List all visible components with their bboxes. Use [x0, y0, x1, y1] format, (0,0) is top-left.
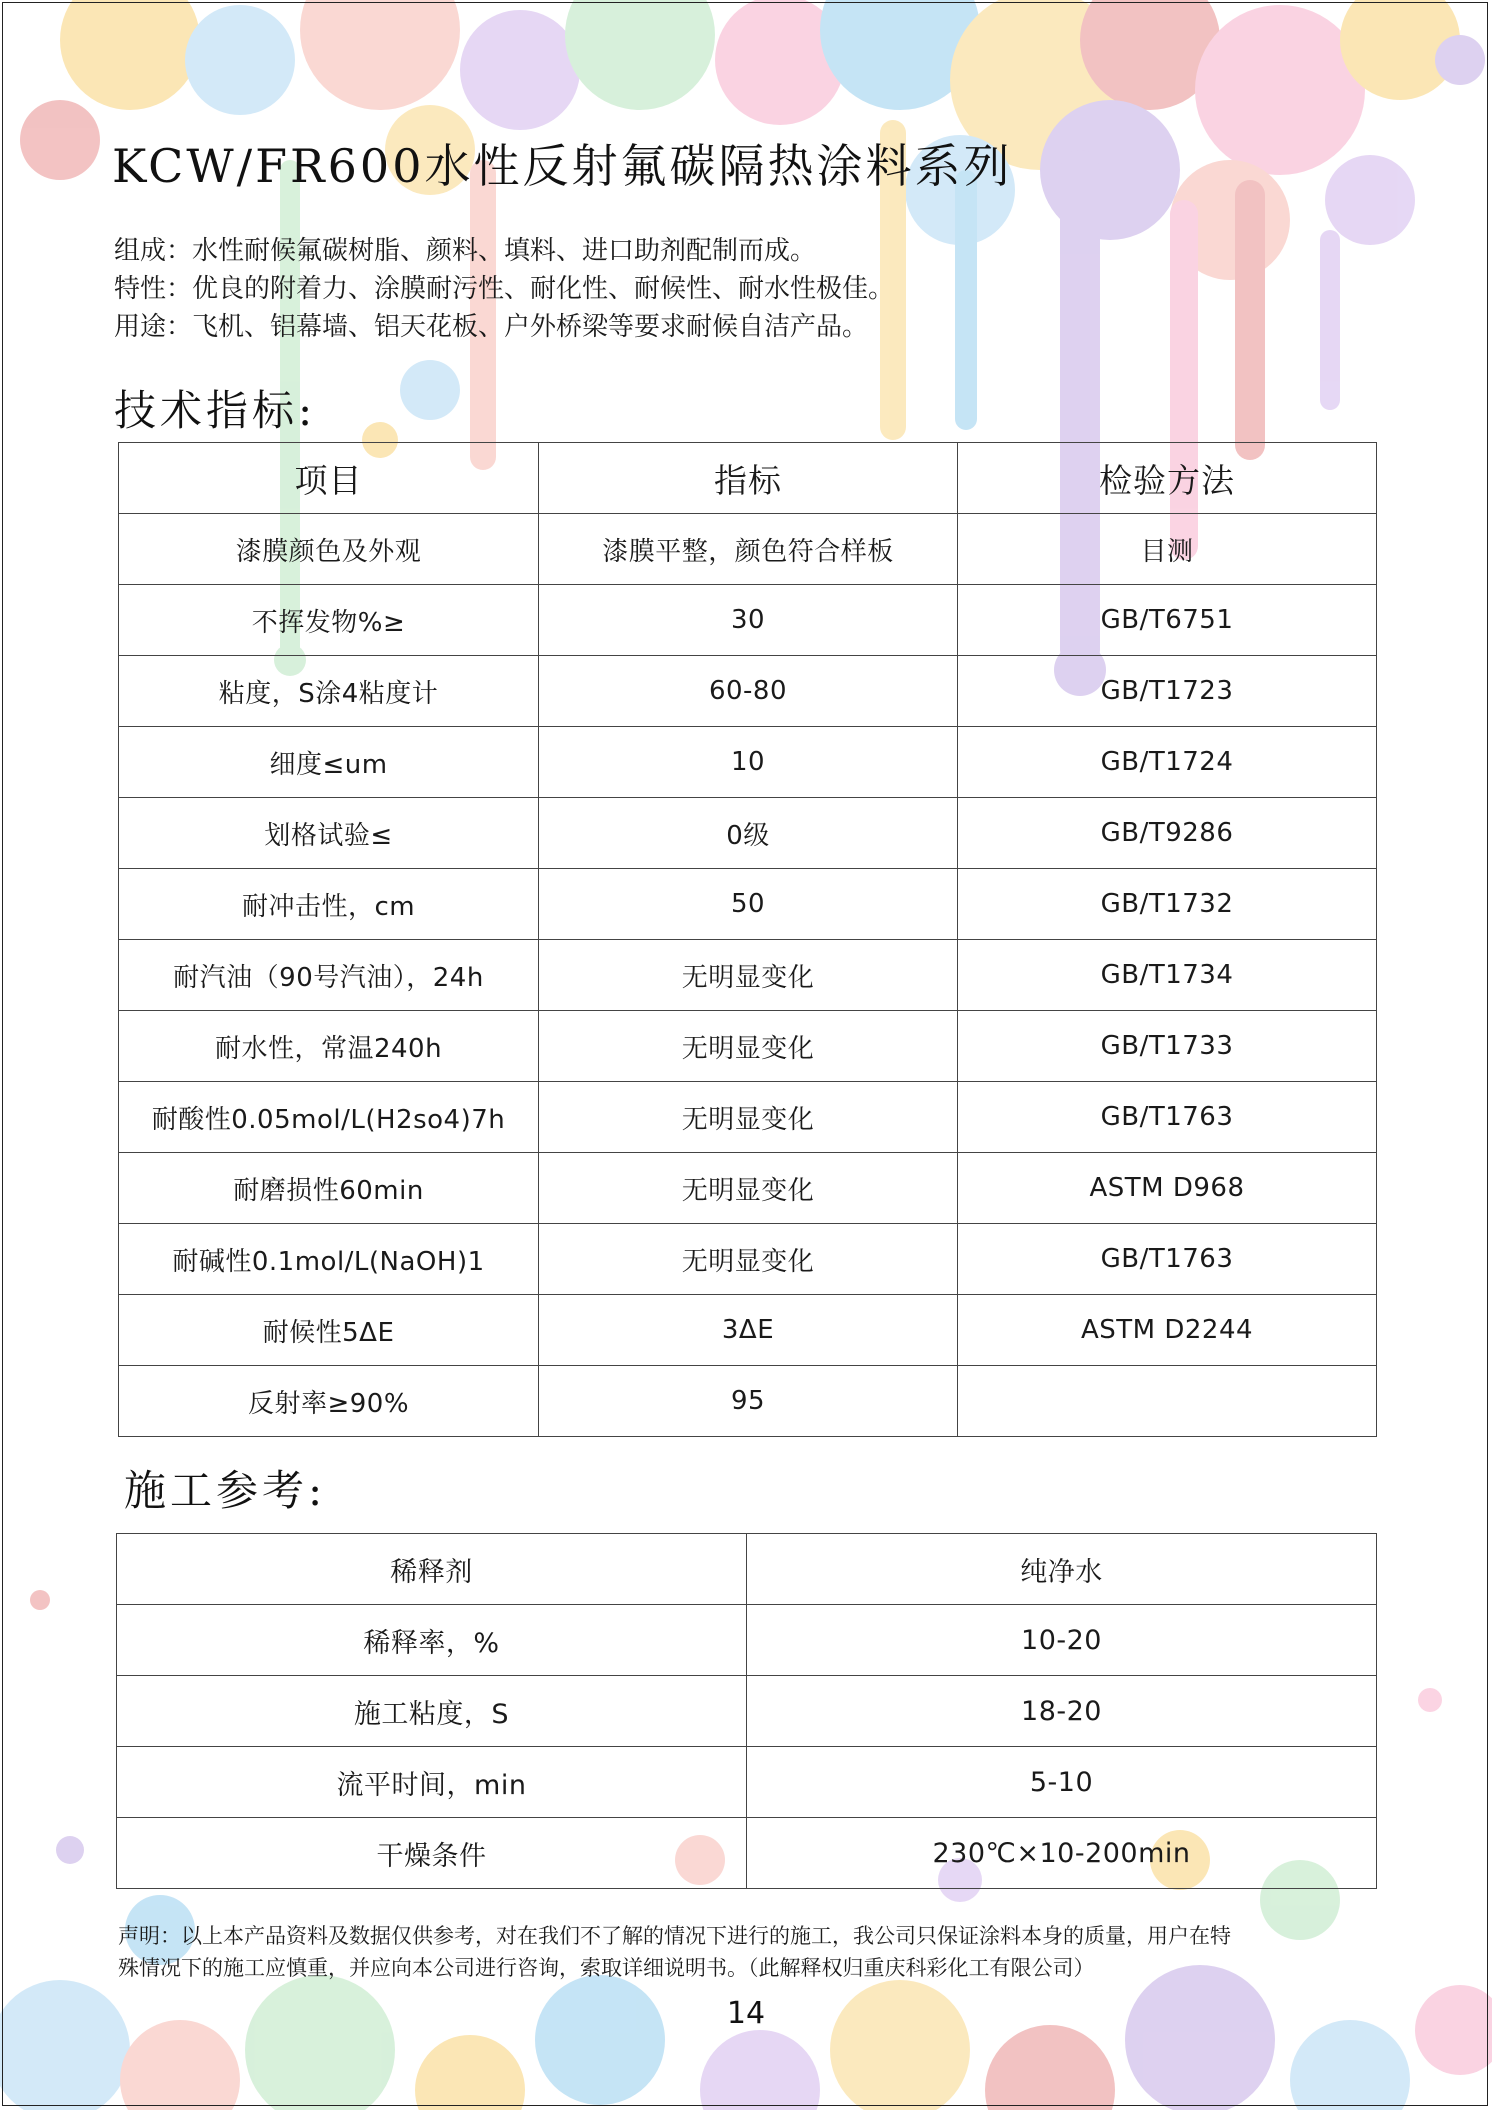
spec-item-cell: 耐汽油（90号汽油），24h [119, 940, 539, 1011]
page-number: 14 [726, 1996, 766, 2031]
spec-item-cell: 耐酸性0.05mol/L(H2so4)7h [119, 1082, 539, 1153]
spec-table [118, 442, 1377, 1437]
spec-method-cell: GB/T1763 [958, 1224, 1377, 1295]
table-row [119, 1153, 1377, 1224]
disclaimer-line: 殊情况下的施工应慎重，并应向本公司进行咨询，索取详细说明书。（此解释权归重庆科彩化工有限公司） [118, 1956, 1095, 1980]
spec-item-cell: 划格试验≤ [119, 798, 539, 869]
spec-value-cell: 无明显变化 [539, 1011, 958, 1082]
spec-item-cell: 漆膜颜色及外观 [119, 514, 539, 585]
spec-item-cell: 耐水性，常温240h [119, 1011, 539, 1082]
spec-value-cell: 3ΔE [539, 1295, 958, 1366]
table-row [119, 869, 1377, 940]
construction-value-cell: 纯净水 [747, 1534, 1377, 1605]
spec-value-cell: 60-80 [539, 656, 958, 727]
spec-method-cell: 目测 [958, 514, 1377, 585]
intro-properties: 特性：优良的附着力、涂膜耐污性、耐化性、耐候性、耐水性极佳。 [114, 274, 895, 304]
disclaimer [118, 1920, 1380, 1984]
spec-item-cell: 反射率≥90% [119, 1366, 539, 1437]
spec-method-cell: GB/T1734 [958, 940, 1377, 1011]
spec-value-cell: 50 [539, 869, 958, 940]
table-row [119, 1082, 1377, 1153]
spec-value-cell: 无明显变化 [539, 1082, 958, 1153]
spec-method-cell: ASTM D2244 [958, 1295, 1377, 1366]
spec-method-cell: GB/T1732 [958, 869, 1377, 940]
intro-composition: 组成：水性耐候氟碳树脂、颜料、填料、进口助剂配制而成。 [114, 236, 817, 266]
construction-param-cell: 干燥条件 [117, 1818, 747, 1889]
spec-item-cell: 细度≤um [119, 727, 539, 798]
table-row [119, 1011, 1377, 1082]
spec-method-cell: ASTM D968 [958, 1153, 1377, 1224]
table-row [119, 798, 1377, 869]
spec-method-cell [958, 1366, 1377, 1437]
disclaimer-line: 声明：以上本产品资料及数据仅供参考，对在我们不了解的情况下进行的施工，我公司只保证涂料本身的质量，用户在特 [118, 1924, 1231, 1948]
spec-item-cell: 耐冲击性，cm [119, 869, 539, 940]
table-row [119, 1366, 1377, 1437]
table-row [117, 1676, 1377, 1747]
header-method: 检验方法 [958, 443, 1377, 514]
construction-heading: 施工参考: [124, 1466, 327, 1515]
table-row [117, 1605, 1377, 1676]
spec-value-cell: 30 [539, 585, 958, 656]
spec-value-cell: 无明显变化 [539, 1153, 958, 1224]
table-row [119, 727, 1377, 798]
document-title: KCW/FR600水性反射氟碳隔热涂料系列 [112, 139, 1013, 193]
header-item: 项目 [119, 443, 539, 514]
spec-table-body [119, 514, 1377, 1437]
spec-value-cell: 10 [539, 727, 958, 798]
table-row [117, 1818, 1377, 1889]
table-row [119, 514, 1377, 585]
spec-value-cell: 95 [539, 1366, 958, 1437]
spec-method-cell: GB/T1763 [958, 1082, 1377, 1153]
spec-item-cell: 耐磨损性60min [119, 1153, 539, 1224]
table-row [117, 1534, 1377, 1605]
spec-method-cell: GB/T6751 [958, 585, 1377, 656]
construction-table-body [117, 1534, 1377, 1889]
table-row [119, 585, 1377, 656]
spec-method-cell: GB/T1723 [958, 656, 1377, 727]
product-intro [114, 232, 894, 346]
table-row [119, 940, 1377, 1011]
table-row [117, 1747, 1377, 1818]
spec-item-cell: 耐候性5ΔE [119, 1295, 539, 1366]
spec-heading: 技术指标: [114, 386, 317, 435]
table-row [119, 1224, 1377, 1295]
construction-param-cell: 稀释率，% [117, 1605, 747, 1676]
spec-method-cell: GB/T9286 [958, 798, 1377, 869]
table-row [119, 1295, 1377, 1366]
construction-value-cell: 10-20 [747, 1605, 1377, 1676]
spec-item-cell: 不挥发物%≥ [119, 585, 539, 656]
construction-value-cell: 230℃×10-200min [747, 1818, 1377, 1889]
spec-item-cell: 粘度，S涂4粘度计 [119, 656, 539, 727]
spec-header-row [119, 443, 1377, 514]
construction-param-cell: 稀释剂 [117, 1534, 747, 1605]
table-row [119, 656, 1377, 727]
spec-item-cell: 耐碱性0.1mol/L(NaOH)1 [119, 1224, 539, 1295]
construction-value-cell: 18-20 [747, 1676, 1377, 1747]
spec-value-cell: 0级 [539, 798, 958, 869]
construction-param-cell: 流平时间，min [117, 1747, 747, 1818]
construction-value-cell: 5-10 [747, 1747, 1377, 1818]
header-value: 指标 [539, 443, 958, 514]
spec-method-cell: GB/T1724 [958, 727, 1377, 798]
spec-method-cell: GB/T1733 [958, 1011, 1377, 1082]
construction-param-cell: 施工粘度，S [117, 1676, 747, 1747]
spec-value-cell: 漆膜平整，颜色符合样板 [539, 514, 958, 585]
spec-value-cell: 无明显变化 [539, 1224, 958, 1295]
spec-value-cell: 无明显变化 [539, 940, 958, 1011]
construction-table [116, 1533, 1377, 1889]
intro-usage: 用途：飞机、铝幕墙、铝天花板、户外桥梁等要求耐候自洁产品。 [114, 312, 869, 342]
